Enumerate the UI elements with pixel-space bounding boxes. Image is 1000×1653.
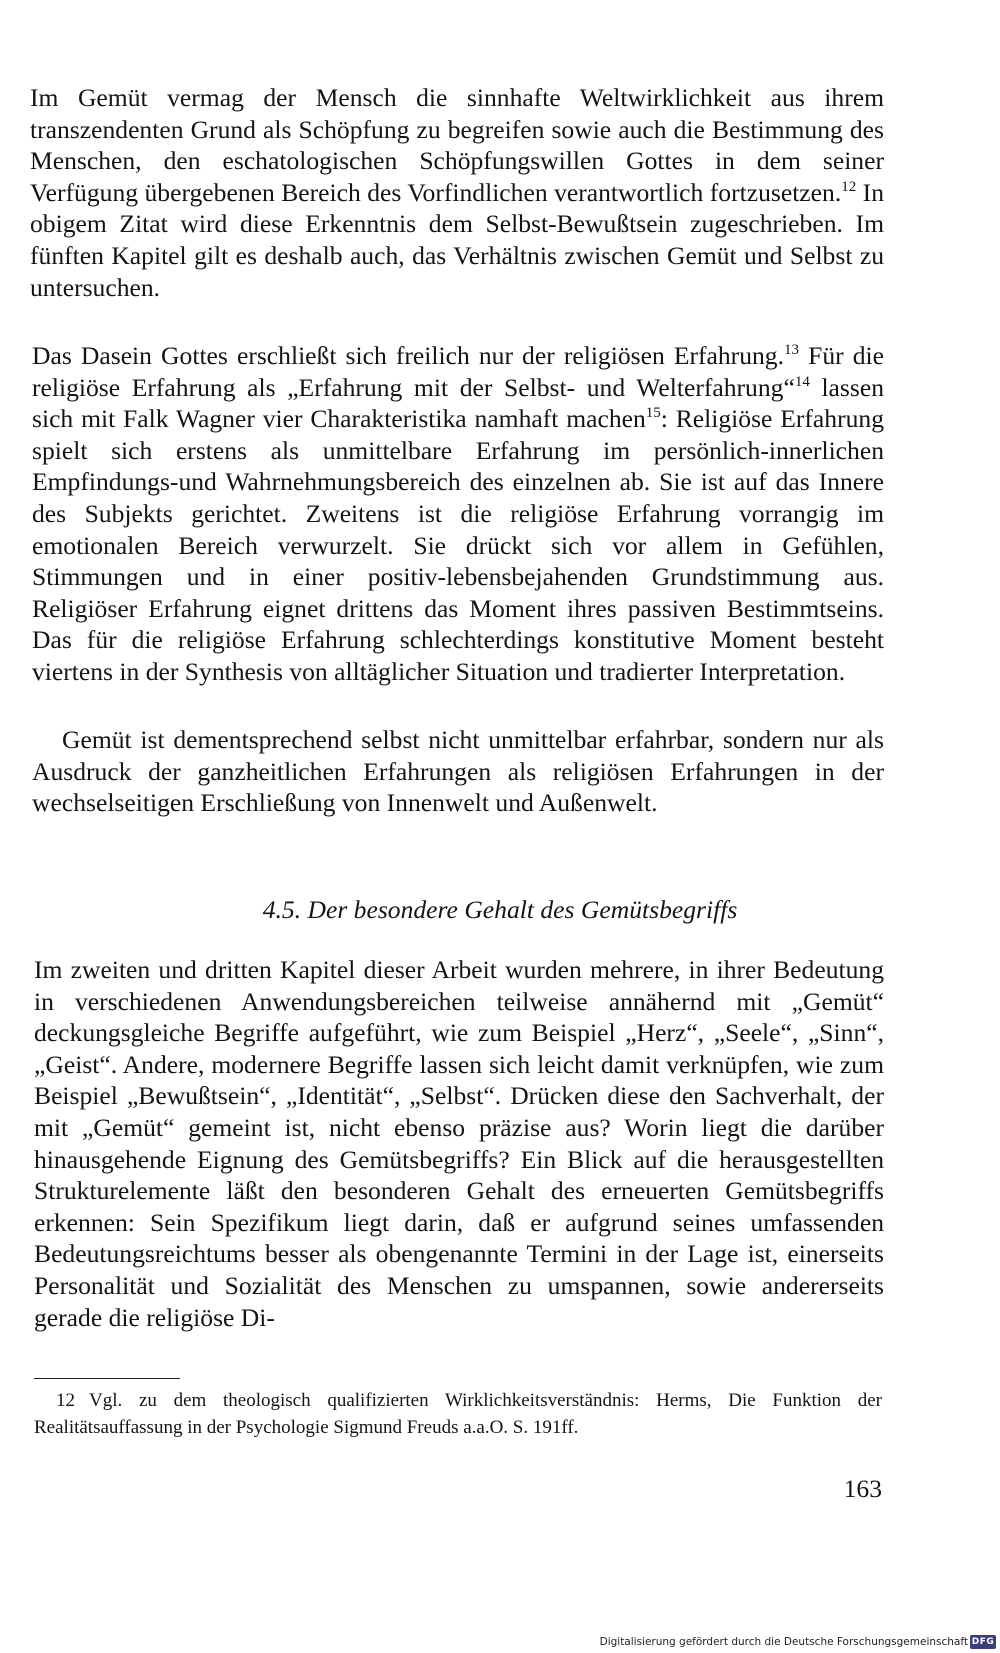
footnote-text: Vgl. zu dem theologisch qualifizierten Wirklichkeitsverständnis: Herms, Die Funktion der Realitätsauffassung in der Psychologie Sigmund Freuds a.a.O. S. 191ff. xyxy=(34,1390,882,1438)
page-number: 163 xyxy=(843,1474,882,1503)
dfg-logo-icon: DFG xyxy=(971,1637,995,1647)
paragraph-2-text-a: Das Dasein Gottes erschließt sich freilich nur der religiösen Erfahrung. xyxy=(32,341,784,370)
footnote-ref-12: 12 xyxy=(841,178,857,195)
footnote-12 xyxy=(34,1387,882,1441)
footnote-number: 12 xyxy=(56,1390,75,1411)
paragraph-1-text-b: In obigem Zitat wird diese Erkenntnis dem Selbst-Bewußtsein zugeschrieben. Im fünften Kapitel gilt es deshalb auch, das Verhältnis zwischen Gemüt und Selbst zu untersuchen. xyxy=(30,177,885,302)
paragraph-1-text-a: Im Gemüt vermag der Mensch die sinnhafte Weltwirklichkeit aus ihrem transzendenten Grund als Schöpfung zu begreifen sowie auch die Bestimmung des Menschen, den eschatologischen Schöpfungswillen Gottes in dem seiner Verfügung übergebenen Bereich des Vorfindlichen verantwortlich fortzusetzen. xyxy=(30,83,884,207)
footnote-ref-14: 14 xyxy=(794,373,810,390)
paragraph-2-text-b: Für die religiöse Erfahrung als „Erfahrung mit der Selbst- und Welterfahrung“ xyxy=(32,341,885,402)
paragraph-2 xyxy=(32,340,884,688)
digitization-note: Digitalisierung gefördert durch die Deutsche Forschungsgemeinschaft xyxy=(599,1636,968,1648)
paragraph-2-text-c: lassen sich mit Falk Wagner vier Charakteristika namhaft machen xyxy=(32,372,884,434)
footnote-ref-13: 13 xyxy=(784,342,799,358)
paragraph-1 xyxy=(30,82,884,303)
footnote-divider xyxy=(34,1378,180,1379)
section-heading: 4.5. Der besondere Gehalt des Gemütsbegriffs xyxy=(262,895,738,924)
footnote-ref-15: 15 xyxy=(645,405,661,422)
paragraph-3: Gemüt ist dementsprechend selbst nicht unmittelbar erfahrbar, sondern nur als Ausdruck der ganzheitlichen Erfahrungen als religiösen Erfahrungen in der wechselseitigen Erschließung von Innenwelt und Außenwelt. xyxy=(32,725,884,818)
paragraph-4: Im zweiten und dritten Kapitel dieser Arbeit wurden mehrere, in ihrer Bedeutung in verschiedenen Anwendungsbereichen teilweise annähernd mit „Gemüt“ deckungsgleiche Begriffe aufgeführt, wie zum Beispiel „Herz“, „Seele“, „Sinn“, „Geist“. Andere, modernere Begriffe lassen sich leicht damit verknüpfen, wie zum Beispiel „Bewußtsein“, „Identität“, „Selbst“. Drücken diese den Sachverhalt, der mit „Gemüt“ gemeint ist, nicht ebenso präzise aus? Worin liegt die darüber hinausgehende Eignung des Gemütsbegriffs? Ein Blick auf die herausgestellten Strukturelemente läßt den besonderen Gehalt des erneuerten Gemütsbegriffs erkennen: Sein Spezifikum liegt darin, daß er aufgrund seines umfassenden Bedeutungsreichtums besser als obengenannte Termini in der Lage ist, einerseits Personalität und Sozialität des Menschen zu umspannen, sowie andererseits gerade die religiöse Di- xyxy=(34,955,884,1332)
paragraph-2-text-d: : Religiöse Erfahrung spielt sich erstens als unmittelbare Erfahrung im persönlich-innerlichen Empfindungs-und Wahrnehmungsbereich des einzelnen ab. Sie ist auf das Innere des Subjekts gerichtet. Zweitens ist die religiöse Erfahrung vorrangig im emotionalen Bereich verwurzelt. Sie drückt sich vor allem in Gefühlen, Stimmungen und in einer positiv-lebensbejahenden Grundstimmung aus. Religiöser Erfahrung eignet drittens das Moment ihres passiven Bestimmtseins. Das für die religiöse Erfahrung schlechterdings konstitutive Moment besteht viertens in der Synthesis von alltäglicher Situation und tradierter Interpretation. xyxy=(32,404,884,686)
